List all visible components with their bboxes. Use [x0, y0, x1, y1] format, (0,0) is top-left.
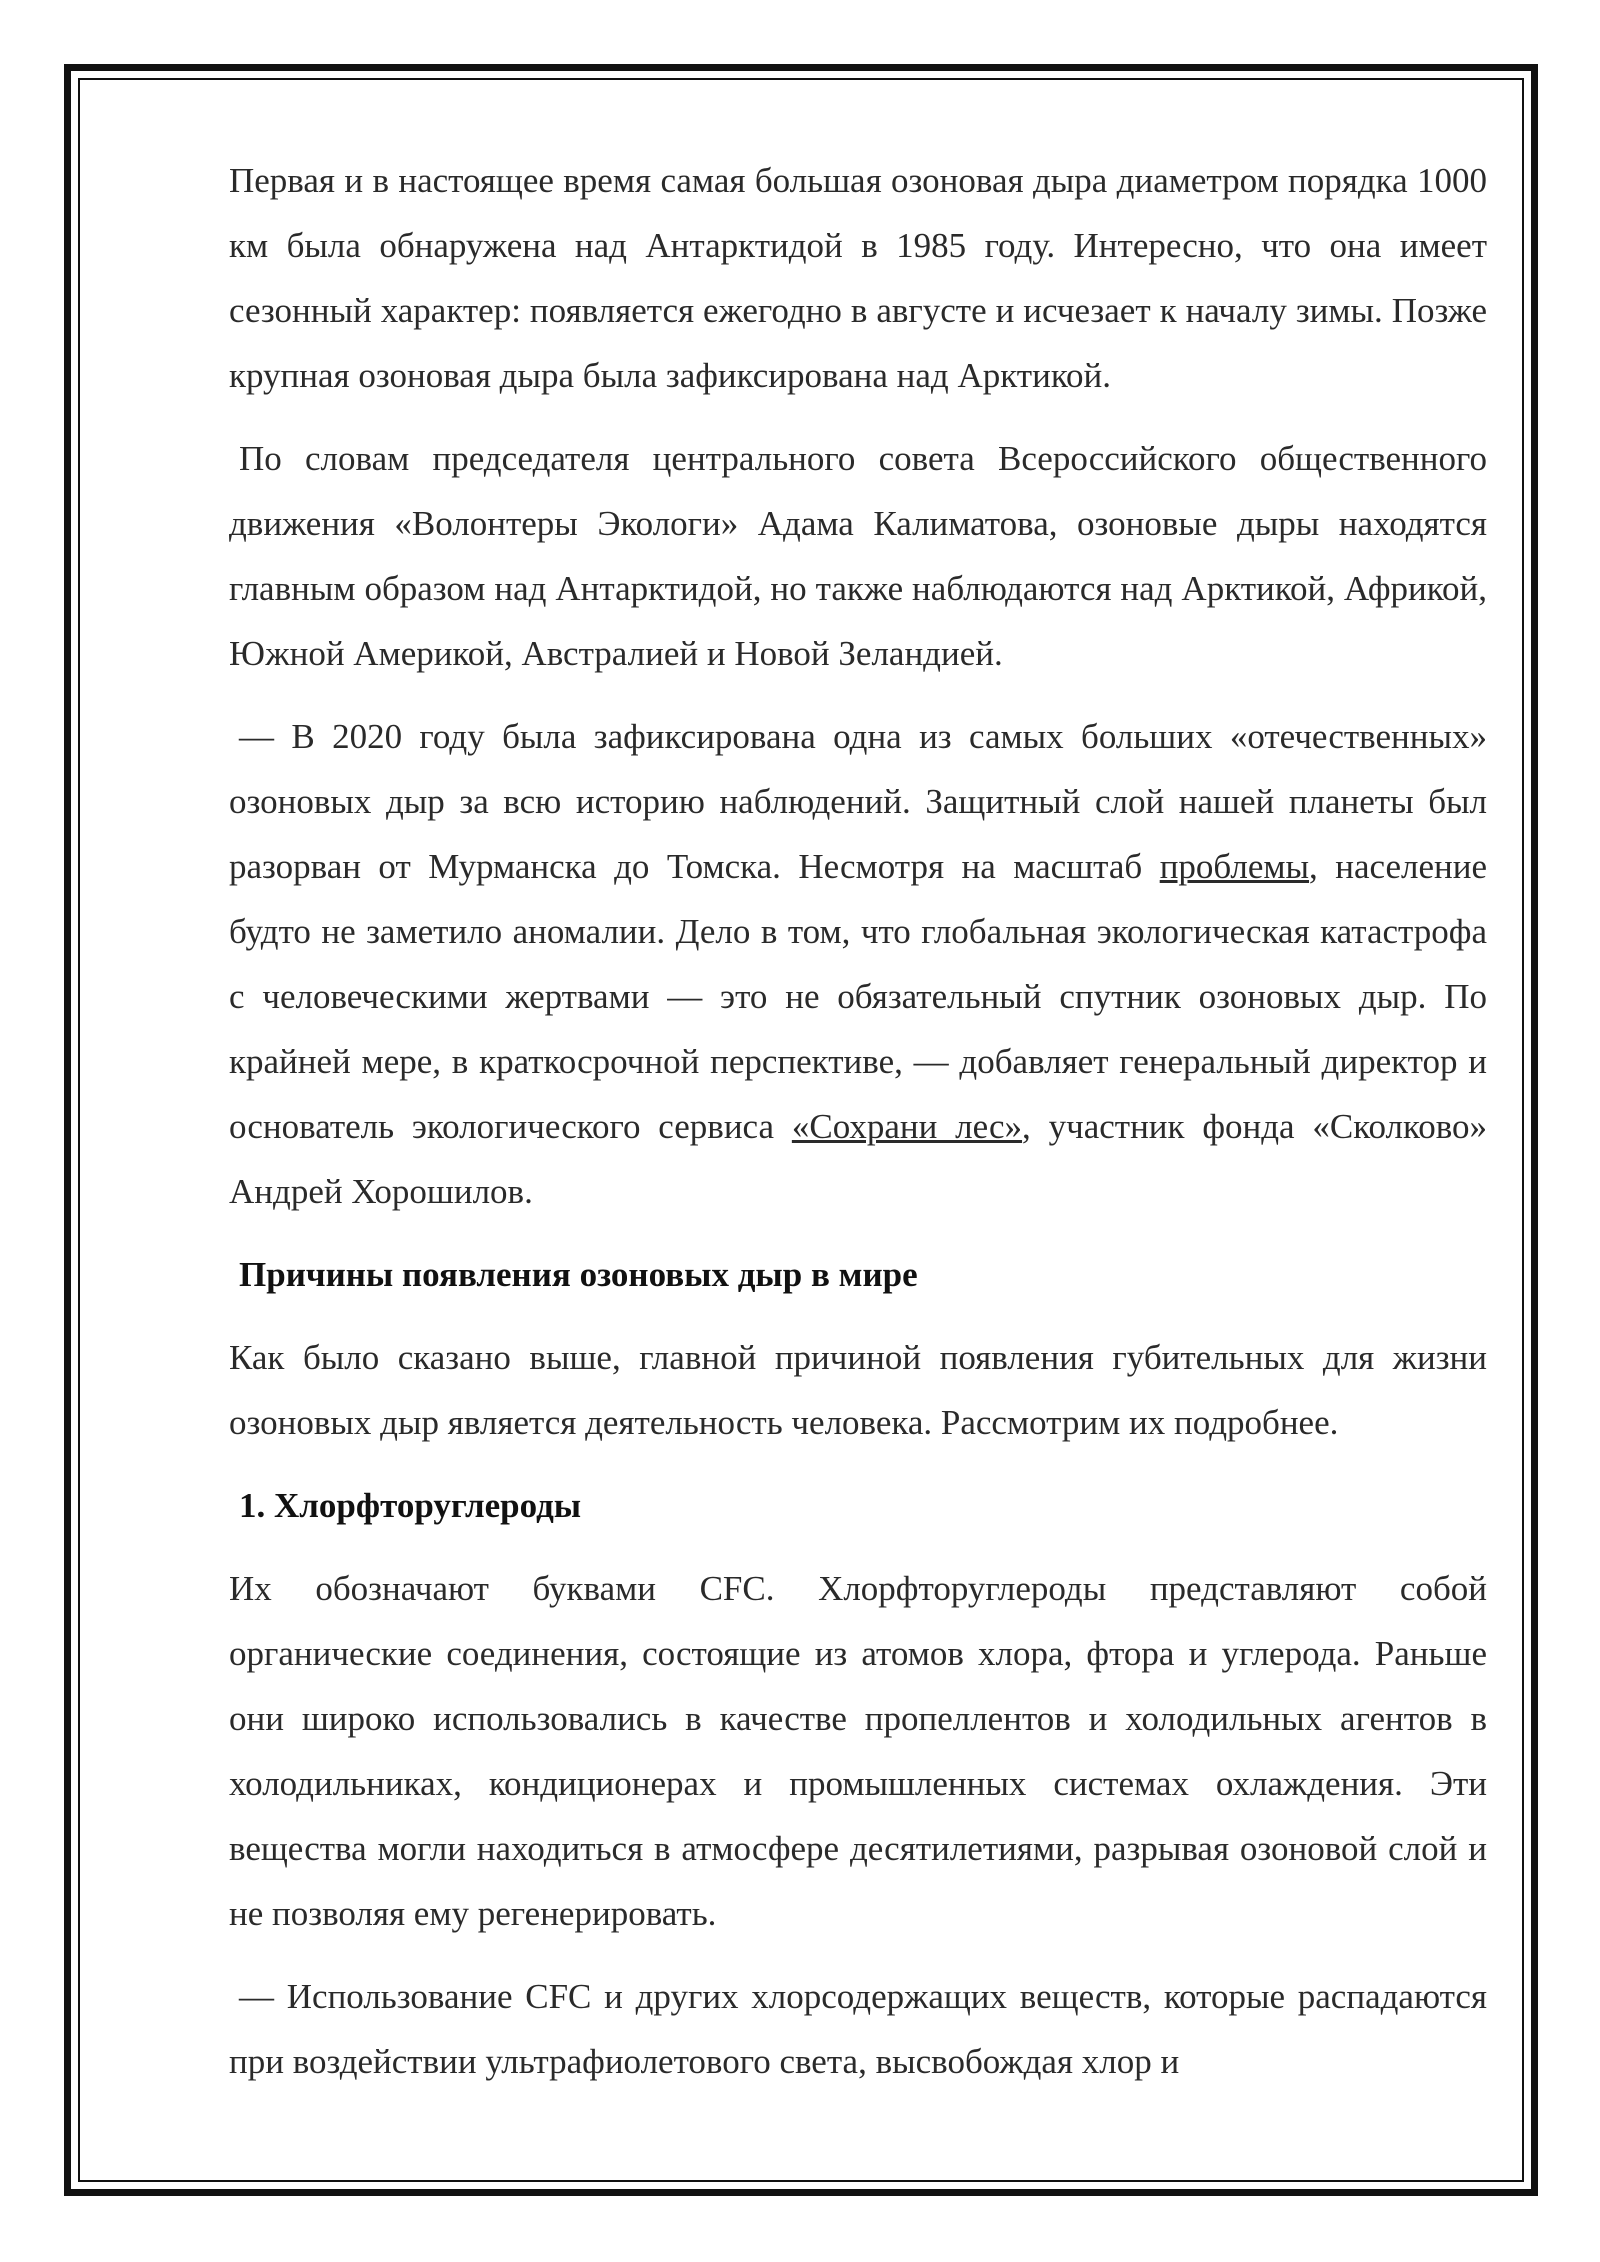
- paragraph-causes-intro: Как было сказано выше, главной причиной появления губительных для жизни озоновых дыр является деятельность человека. Рассмотрим их подробнее.: [229, 1338, 1487, 1442]
- paragraph-antarctic-hole: Первая и в настоящее время самая большая озоновая дыра диаметром порядка 1000 км была обнаружена над Антарктидой в 1985 году. Интересно, что она имеет сезонный характер: появляется ежегодно в августе и исчезает к началу зимы. Позже крупная озоновая дыра была зафиксирована над Арктикой.: [229, 161, 1487, 395]
- quote-text-1: — В 2020 году была зафиксирована одна из самых больших «отечественных» озоновых дыр за всю историю наблюдений. Защитный слой нашей планеты был разорван от Мурманска до Томска. Несмотря на масштаб: [229, 717, 1487, 886]
- paragraph-khoroshilov-quote: [229, 704, 1487, 1224]
- paragraph-cfc-quote: — Использование CFC и других хлорсодержащих веществ, которые распадаются при воздействии ультрафиолетового света, высвобождая хлор и: [229, 1977, 1487, 2081]
- section-heading-causes: Причины появления озоновых дыр в мире: [239, 1255, 918, 1294]
- paragraph-kalimatov-quote: По словам председателя центрального совета Всероссийского общественного движения «Волонтеры Экологи» Адама Калиматова, озоновые дыры находятся главным образом над Антарктидой, но также наблюдаются над Арктикой, Африкой, Южной Америкой, Австралией и Новой Зеландией.: [229, 439, 1487, 673]
- paragraph-cfc-description: Их обозначают буквами CFC. Хлорфторуглероды представляют собой органические соединения, состоящие из атомов хлора, фтора и углерода. Раньше они широко использовались в качестве пропеллентов и холодильных агентов в холодильниках, кондиционерах и промышленных системах охлаждения. Эти вещества могли находиться в атмосфере десятилетиями, разрывая озоновой слой и не позволяя ему регенерировать.: [229, 1569, 1487, 1933]
- quote-text-3: , участник фонда «Сколково» Андрей Хорошилов.: [229, 1107, 1487, 1211]
- quote-text-2: , население будто не заметило аномалии. Дело в том, что глобальная экологическая катастрофа с человеческими жертвами — это не обязательный спутник озоновых дыр. По крайней мере, в краткосрочной перспективе, — добавляет генеральный директор и основатель экологического сервиса: [229, 847, 1487, 1146]
- document-body: [229, 148, 1487, 2112]
- save-forest-link[interactable]: «Сохрани лес»: [791, 1107, 1023, 1146]
- problems-link[interactable]: проблемы: [1159, 847, 1310, 886]
- section-heading-cfc: 1. Хлорфторуглероды: [239, 1486, 582, 1525]
